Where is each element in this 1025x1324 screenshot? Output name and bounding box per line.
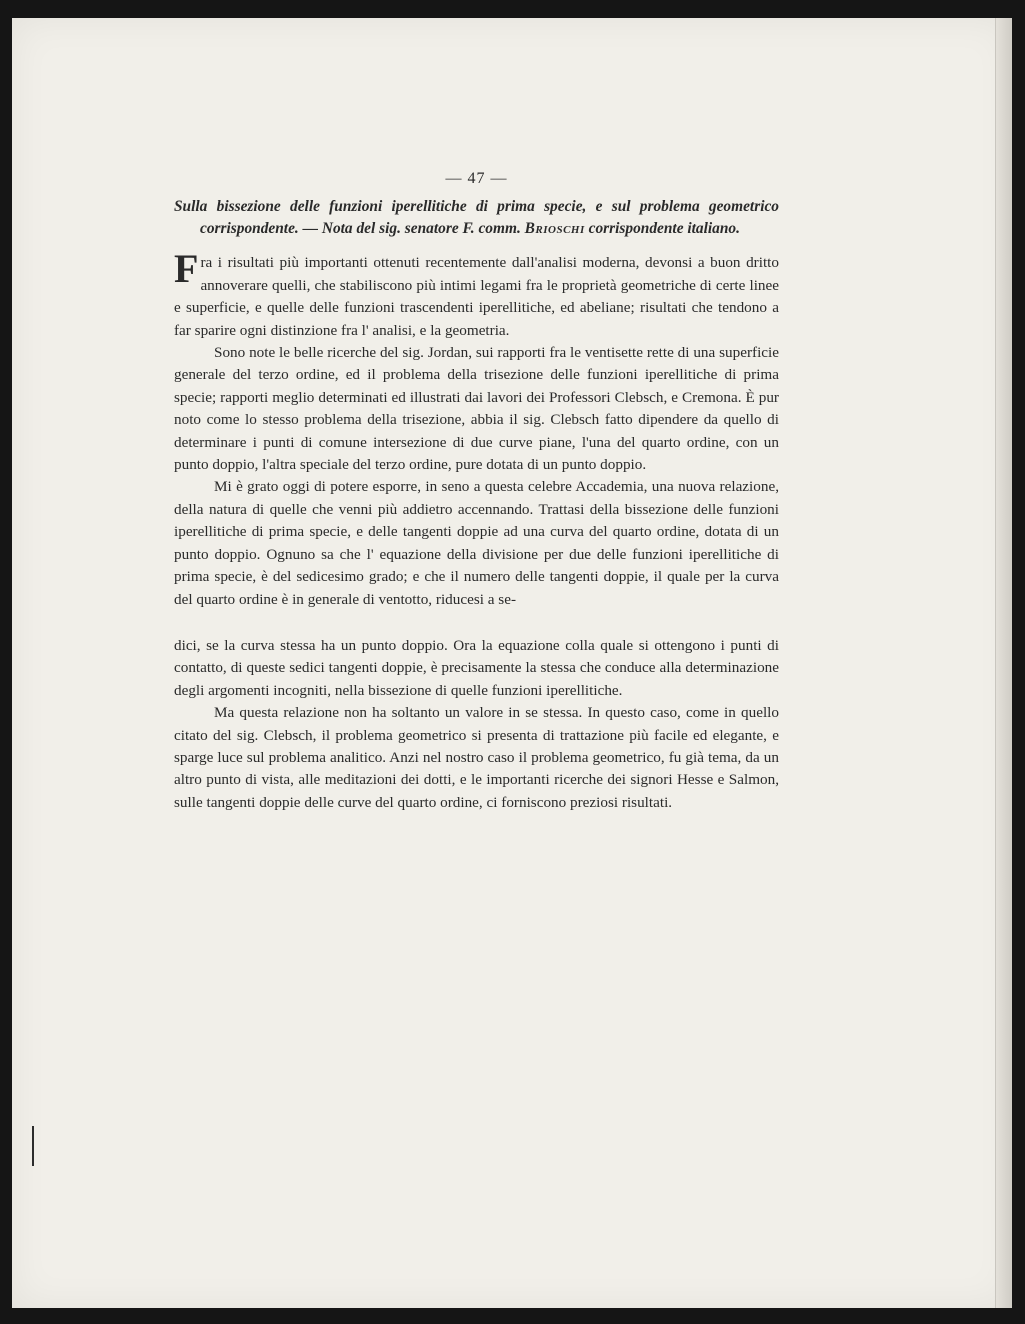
title-text-end: corrispondente italiano. bbox=[584, 220, 740, 238]
paragraph-gap bbox=[174, 611, 779, 635]
paragraph-4: dici, se la curva stessa ha un punto doppio. Ora la equazione colla quale si ottengono i punti di contatto, di queste sedici tangenti doppie, è precisamente la stessa che conduce alla determinazione degli argomenti incogniti, nella bissezione di quelle funzioni iperellitiche. bbox=[174, 636, 779, 699]
drop-cap: F bbox=[174, 246, 199, 292]
book-page bbox=[12, 18, 1012, 1308]
paragraph-3: Mi è grato oggi di potere esporre, in seno a questa celebre Accademia, una nuova relazione, della natura di quelle che venni più addietro accennando. Trattasi della bissezione delle funzioni iperellitiche di prima specie, e delle tangenti doppie ad una curva del quarto ordine, dotata di un punto doppio. Ognuno sa che l' equazione della divisione per due delle funzioni iperellitiche di prima specie, è del sedicesimo grado; e che il numero delle tangenti doppie, il quale per la curva del quarto ordine è in generale di ventotto, riducesi a se- bbox=[174, 478, 779, 608]
page-edge bbox=[995, 18, 1012, 1308]
paragraph-5: Ma questa relazione non ha soltanto un valore in se stessa. In questo caso, come in quello citato del sig. Clebsch, il problema geometrico si presenta di trattazione più facile ed elegante, e sparge luce sul problema analitico. Anzi nel nostro caso il problema geometrico, fu già tema, da un altro punto di vista, alle meditazioni dei dotti, e le importanti ricerche dei signori Hesse e Salmon, sulle tangenti doppie delle curve del quarto ordine, ci forniscono preziosi risultati. bbox=[174, 704, 779, 811]
article-title bbox=[174, 196, 779, 240]
title-author: Brioschi bbox=[524, 220, 585, 238]
paragraph-2: Sono note le belle ricerche del sig. Jordan, sui rapporti fra le ventisette rette di una superficie generale del terzo ordine, ed il problema della trisezione delle funzioni iperellitiche di prima specie; rapporti meglio determinati ed illustrati dai lavori dei Professori Clebsch, e Cremona. È pur noto come lo stesso problema della trisezione, abbia il sig. Clebsch fatto dipendere da quello di determinare i punti di comune intersezione di due curve piane, l'una del quarto ordine, con un punto doppio, l'altra speciale del terzo ordine, pure dotata di un punto doppio. bbox=[174, 344, 779, 474]
binding-mark bbox=[32, 1126, 34, 1166]
paragraph-1-text: ra i risultati più importanti ottenuti recentemente dall'analisi moderna, devonsi a buon dritto annoverare quelli, che stabiliscono più intimi legami fra le proprietà geometriche di certe linee e superficie, e quelle delle funzioni trascendenti iperellitiche, ed abeliane; risultati che tendono a far sparire ogni distinzione fra l' analisi, e la geometria. bbox=[174, 254, 779, 339]
page-content bbox=[174, 168, 779, 814]
title-text: Sulla bissezione delle funzioni iperellitiche di prima specie, e sul problema geometrico corrispondente. — Nota del sig. senatore F. comm. bbox=[174, 198, 779, 238]
page-number: — 47 — bbox=[445, 170, 508, 187]
paragraph-1 bbox=[174, 246, 779, 342]
